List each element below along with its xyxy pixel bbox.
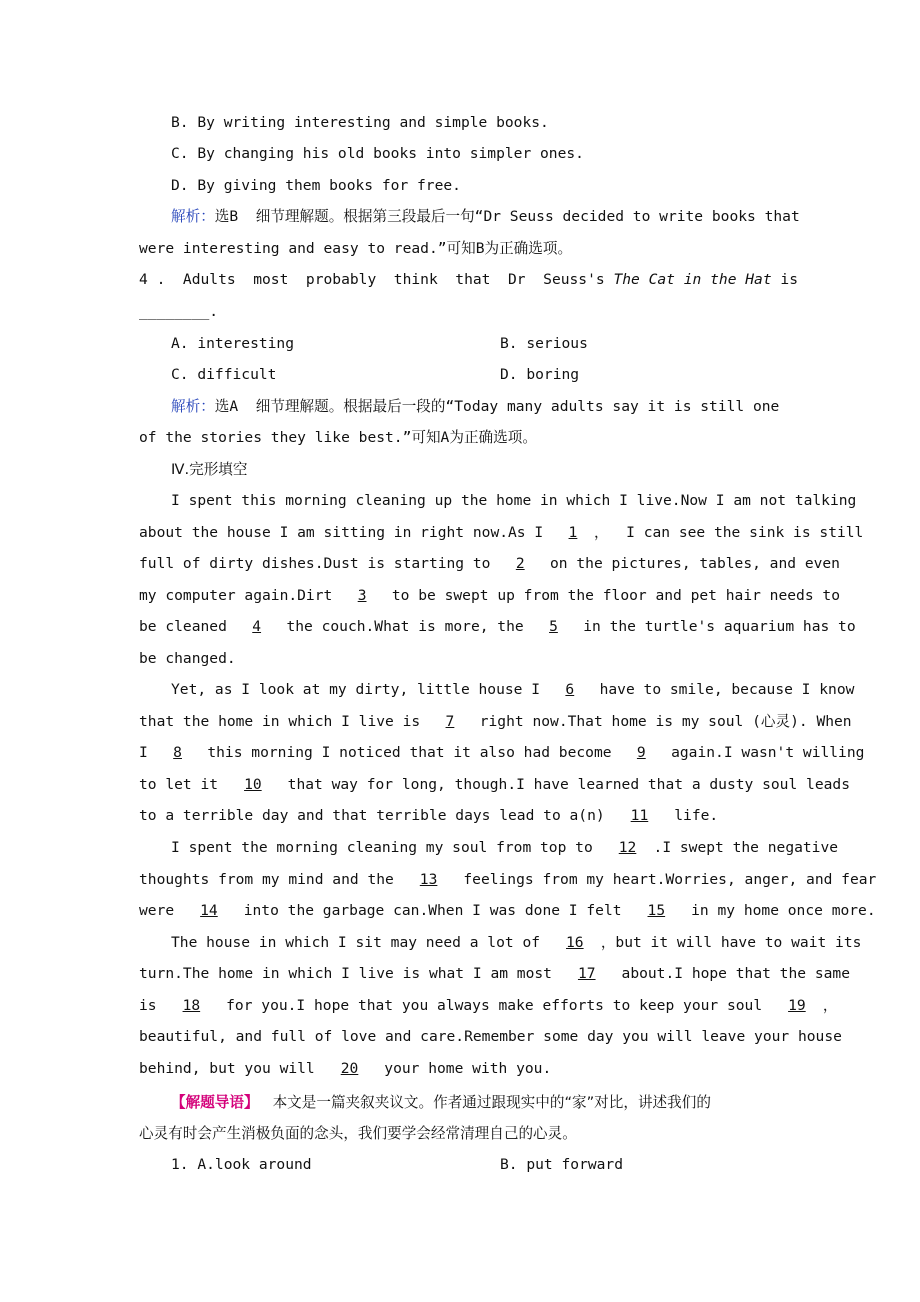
passage-text: your home with you. [375, 1060, 552, 1077]
cloze-blank: 20 [340, 1060, 359, 1077]
cloze-blank: 6 [565, 681, 575, 698]
passage-text: to a terrible day and that terrible days lead to a(n) [139, 807, 614, 824]
passage-text: thoughts from my mind and the [139, 871, 403, 888]
q4-analysis-line1: 解析：选A 细节理解题。根据最后一段的“Today many adults say it is still one [171, 398, 780, 415]
passage-text: be cleaned [139, 618, 236, 635]
q3-option-b: B. By writing interesting and simple books. [171, 114, 549, 131]
q1-option-b: B. put forward [500, 1156, 624, 1173]
cloze-blank: 17 [577, 965, 596, 982]
q3-option-d: D. By giving them books for free. [171, 177, 461, 194]
passage-line [139, 649, 236, 669]
q3-analysis-line2: were interesting and easy to read.”可知B为正确选项。 [139, 240, 573, 257]
q4-stem: 4 . Adults most probably think that Dr Seuss's The Cat in the Hat is [139, 271, 798, 288]
q3-analysis-line1: 解析：选B 细节理解题。根据第三段最后一句“Dr Seuss decided to write books that [171, 208, 800, 225]
cloze-blank: 1 [568, 524, 578, 541]
cloze-blank: 16 [566, 934, 584, 951]
passage-text: be changed. [139, 650, 236, 667]
passage-text: turn.The home in which I live is what I am most [139, 965, 561, 982]
passage-line [139, 617, 856, 637]
passage-text: .I swept the negative [653, 839, 839, 856]
passage-line [139, 901, 876, 921]
q4-option-d: D. boring [500, 366, 580, 383]
guide-line1: 【解题导语】 本文是一篇夹叙夹议文。作者通过跟现实中的“家”对比，讲述我们的 [171, 1094, 711, 1111]
passage-text: feelings from my heart.Worries, anger, and fear [454, 871, 877, 888]
passage-line [139, 1059, 551, 1079]
passage-text: into the garbage can.When I was done I felt [234, 902, 631, 919]
passage-text: to let it [139, 776, 227, 793]
cloze-blank: 19 [788, 997, 806, 1014]
passage-text: were [139, 902, 183, 919]
cloze-blank: 10 [244, 776, 262, 793]
passage-text: the couch.What is more, the [277, 618, 533, 635]
cloze-blank: 5 [549, 618, 558, 635]
passage-text: about the house I am sitting in right now.As I [139, 524, 552, 541]
section-title: Ⅳ.完形填空 [171, 461, 248, 478]
q4-option-b: B. serious [500, 335, 588, 352]
guide-label: 【解题导语】 [171, 1094, 259, 1111]
passage-line [139, 712, 852, 732]
passage-text: I spent the morning cleaning my soul from top to [171, 839, 602, 856]
passage-text: right now.That home is my soul (心灵). When [470, 713, 852, 730]
passage-text: ，but it will have to wait its [600, 934, 862, 951]
cloze-blank: 13 [419, 871, 438, 888]
passage-text: behind, but you will [139, 1060, 324, 1077]
q4-option-a: A. interesting [171, 335, 295, 352]
q4-option-c: C. difficult [171, 366, 277, 383]
passage-text: this morning I noticed that it also had become [198, 744, 621, 761]
cloze-blank: 12 [618, 839, 637, 856]
q1-option-a: 1. A.look around [171, 1156, 312, 1173]
passage-text: life. [665, 807, 719, 824]
passage-text: ， I can see the sink is still [593, 524, 864, 541]
passage-text: beautiful, and full of love and care.Remember some day you will leave your house [139, 1028, 842, 1045]
passage-text: in my home once more. [682, 902, 876, 919]
passage-line [139, 870, 876, 890]
q3-option-c: C. By changing his old books into simpler ones. [171, 145, 584, 162]
passage-text: again.I wasn't willing [662, 744, 865, 761]
passage-line [139, 964, 850, 984]
cloze-blank: 2 [515, 555, 525, 572]
passage-line [171, 933, 861, 953]
passage-line [139, 586, 840, 606]
passage-text: I [139, 744, 157, 761]
passage-text: on the pictures, tables, and even [541, 555, 840, 572]
passage-text: full of dirty dishes.Dust is starting to [139, 555, 500, 572]
passage-text: have to smile, because I know [590, 681, 855, 698]
passage-line [139, 743, 864, 763]
cloze-blank: 14 [200, 902, 218, 919]
analysis-label: 解析： [171, 398, 215, 415]
passage-text: that the home in which I live is [139, 713, 429, 730]
passage-text: is [139, 997, 166, 1014]
passage-line [139, 806, 718, 826]
passage-text: in the turtle's aquarium has to [574, 618, 856, 635]
passage-text: to be swept up from the floor and pet hair needs to [383, 587, 840, 604]
passage-line [171, 838, 838, 858]
passage-text: I spent this morning cleaning up the home in which I live.Now I am not talking [171, 492, 857, 509]
cloze-blank: 11 [630, 807, 649, 824]
passage-text: ， [822, 997, 838, 1014]
passage-line [171, 491, 856, 511]
passage-line [139, 554, 840, 574]
passage-line [139, 996, 838, 1016]
passage-line [139, 775, 850, 795]
q4-stem-blank: ________. [139, 303, 219, 320]
passage-line [139, 523, 863, 543]
passage-line [171, 680, 854, 700]
passage-text: for you.I hope that you always make efforts to keep your soul [217, 997, 771, 1014]
passage-text: about.I hope that the same [612, 965, 850, 982]
cloze-blank: 4 [252, 618, 262, 635]
q4-analysis-line2: of the stories they like best.”可知A为正确选项。 [139, 429, 537, 446]
passage-text: that way for long, though.I have learned that a dusty soul leads [278, 776, 850, 793]
cloze-blank: 3 [357, 587, 367, 604]
cloze-blank: 7 [445, 713, 455, 730]
passage-line [139, 1027, 842, 1047]
cloze-blank: 15 [647, 902, 666, 919]
passage-text: my computer again.Dirt [139, 587, 342, 604]
cloze-blank: 9 [636, 744, 646, 761]
passage-text: The house in which I sit may need a lot of [171, 934, 549, 951]
passage-text: Yet, as I look at my dirty, little house I [171, 681, 549, 698]
book-title: The Cat in the Hat [613, 271, 772, 288]
guide-line2: 心灵有时会产生消极负面的念头，我们要学会经常清理自己的心灵。 [139, 1125, 577, 1142]
cloze-blank: 18 [182, 997, 201, 1014]
analysis-label: 解析： [171, 208, 215, 225]
cloze-blank: 8 [173, 744, 182, 761]
